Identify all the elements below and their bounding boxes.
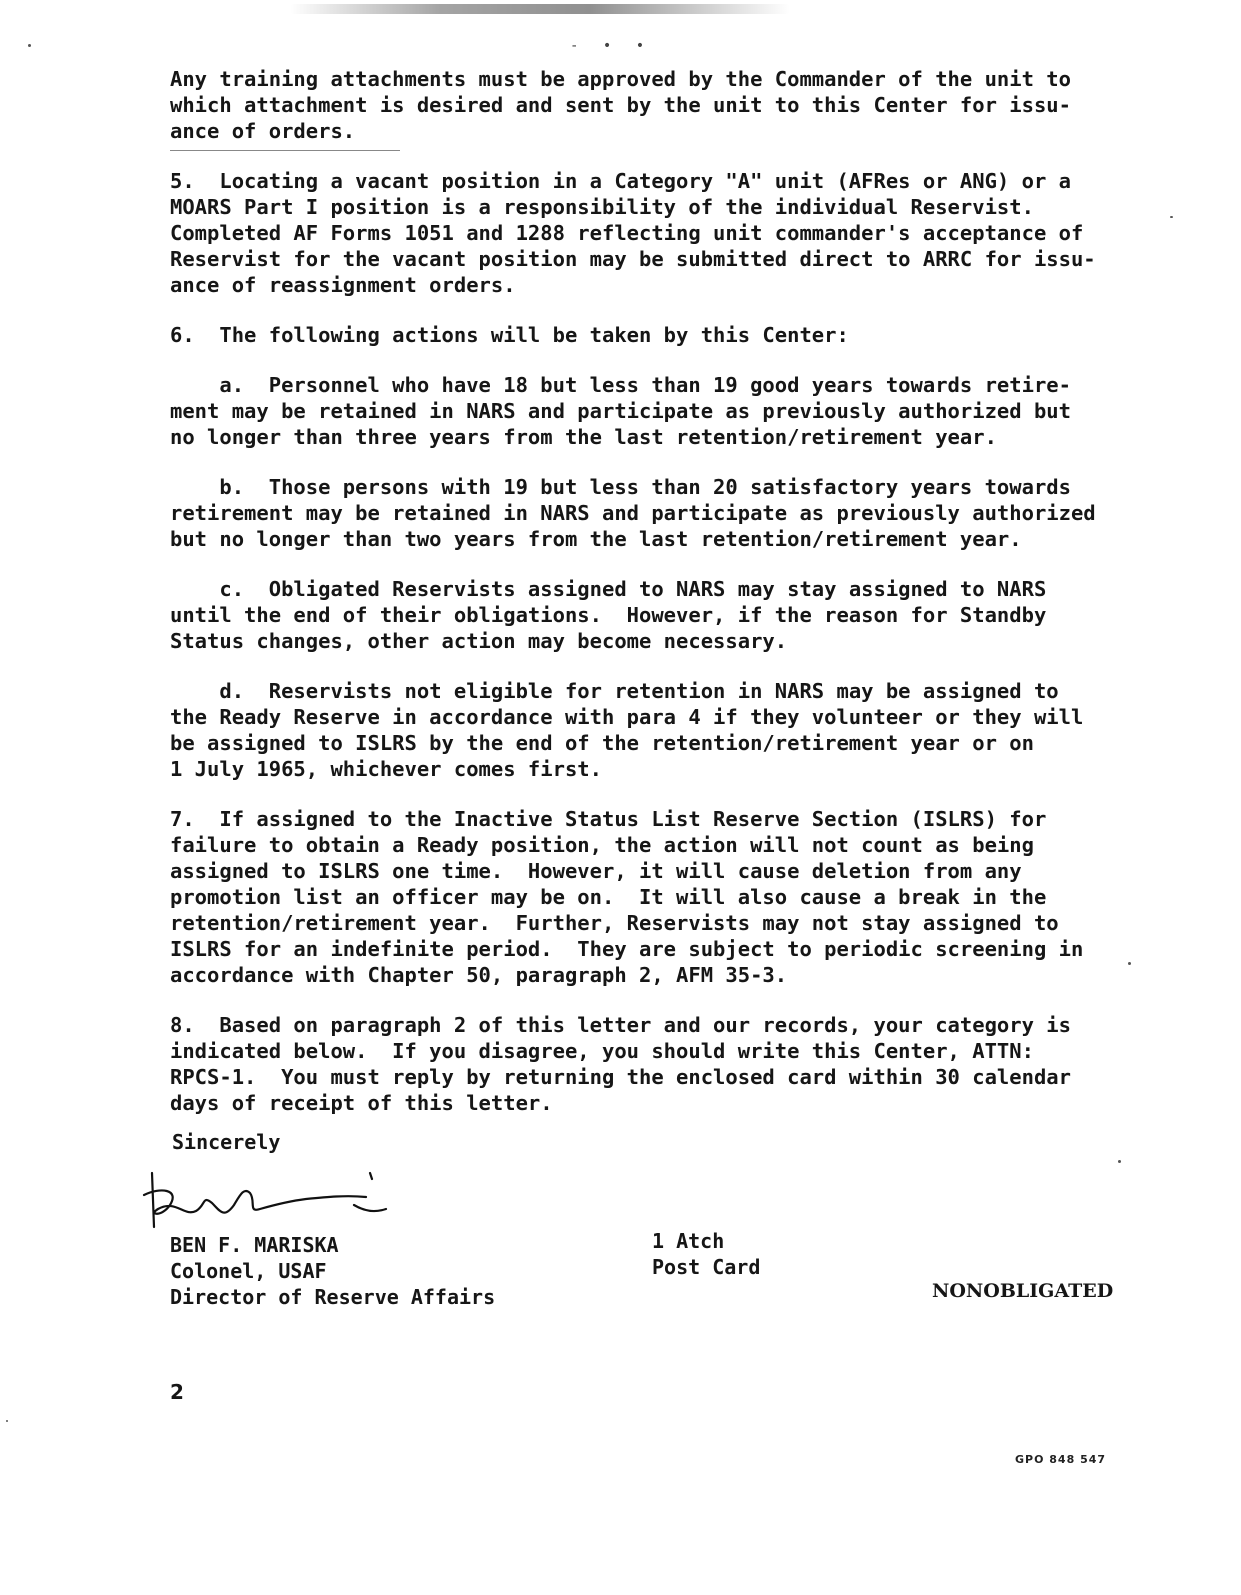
paragraph-6b: b. Those persons with 19 but less than 20 satisfactory years towards retirement may be retained in NARS and participate as previously authorized but no longer than two years from the last retention/retirement year. <box>170 475 1096 551</box>
paragraph-6d: d. Reservists not eligible for retention in NARS may be assigned to the Ready Reserve in accordance with para 4 if they volunteer or they will be assigned to ISLRS by the end of the retention/retirement year or on 1 July 1965, whichever comes first. <box>170 679 1084 781</box>
closing-salutation: Sincerely <box>172 1130 281 1154</box>
page-number: 2 <box>170 1380 184 1404</box>
scan-artifact-dashes: - • • <box>570 38 653 54</box>
scan-artifact-top <box>290 4 790 14</box>
scan-speck <box>1170 216 1173 218</box>
signer-title: Director of Reserve Affairs <box>170 1285 496 1309</box>
attachment-count: 1 Atch <box>652 1229 725 1253</box>
paragraph-6: 6. The following actions will be taken by this Center: <box>170 323 849 347</box>
attachment-block <box>652 1228 760 1280</box>
scan-speck <box>1128 962 1131 965</box>
underline-rule <box>170 150 400 151</box>
paragraph-8: 8. Based on paragraph 2 of this letter and our records, your category is indicated below. If you disagree, you should write this Center, ATTN: RPCS-1. You must reply by returning the enclosed card within 30 calendar days of receipt of this letter. <box>170 1013 1071 1115</box>
paragraph-7: 7. If assigned to the Inactive Status List Reserve Section (ISLRS) for failure to obtain a Ready position, the action will not count as being assigned to ISLRS one time. However, it will cause deletion from any promotion list an officer may be on. It will also cause a break in the retention/retirement year. Further, Reservists may not stay assigned to ISLRS for an indefinite period. They are subject to periodic screening in accordance with Chapter 50, paragraph 2, AFM 35-3. <box>170 807 1084 987</box>
scan-speck <box>6 1420 8 1422</box>
paragraph-6a: a. Personnel who have 18 but less than 19 good years towards retire- ment may be retained in NARS and participate as previously authorized but no longer than three years from the last retention/retirement year. <box>170 373 1071 449</box>
signer-name: BEN F. MARISKA <box>170 1233 339 1257</box>
category-label: NONOBLIGATED <box>932 1280 1114 1302</box>
attachment-item: Post Card <box>652 1255 761 1279</box>
paragraph-training-attachments: Any training attachments must be approved by the Commander of the unit to which attachment is desired and sent by the unit to this Center for issu- ance of orders. <box>170 67 1071 143</box>
scan-speck <box>1118 1160 1121 1163</box>
signer-rank: Colonel, USAF <box>170 1259 327 1283</box>
letter-body <box>170 66 1130 1140</box>
signature-block <box>170 1232 495 1310</box>
paragraph-5: 5. Locating a vacant position in a Category "A" unit (AFRes or ANG) or a MOARS Part I position is a responsibility of the individual Reservist. Completed AF Forms 1051 and 1288 reflecting unit commander's acceptance of Reservist for the vacant position may be submitted direct to ARRC for issu- ance of reassignment orders. <box>170 169 1096 297</box>
footer-code: GPO 848 547 <box>1015 1453 1107 1466</box>
scan-speck <box>28 44 31 47</box>
paragraph-6c: c. Obligated Reservists assigned to NARS may stay assigned to NARS until the end of their obligations. However, if the reason for Standby Status changes, other action may become necessary. <box>170 577 1047 653</box>
